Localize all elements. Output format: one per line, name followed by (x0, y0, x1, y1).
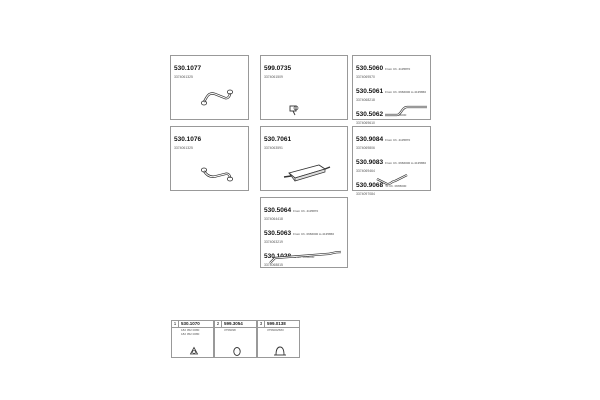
part-code: 3374068815 (264, 263, 283, 267)
part-panel-530-9084 (352, 126, 431, 196)
part-code: 3374064418 (264, 217, 283, 221)
part-code: 3374069610 (356, 121, 375, 125)
part-code: 3374069570 (356, 75, 375, 79)
chassis-note: From Ch. 0666000 to 4135866 (385, 161, 426, 165)
accessory-box-2 (214, 320, 257, 358)
part-number: 599.0735 (264, 65, 292, 72)
chassis-note: From Ch. 0666000 to 4135866 (385, 90, 426, 94)
part-panel-530-7061 (260, 126, 348, 191)
part-code: 182 052 0080 (181, 331, 200, 336)
part-code: 3374063591 (264, 146, 283, 150)
part-number: 530.7061 (264, 136, 292, 143)
part-number: 530.9083 (356, 159, 384, 166)
accessory-box-3 (257, 320, 300, 358)
chassis-note: From Ch. 4135870 (385, 67, 411, 71)
part-panel-530-5064 (260, 197, 348, 268)
chassis-note: From Ch. 4135870 (385, 138, 411, 142)
part-code: 3374063219 (264, 240, 283, 244)
part-number: 530.1028 (264, 253, 292, 260)
part-panel-530-1077 (170, 55, 249, 120)
part-code: 3756098 (224, 328, 236, 332)
part-code: 3374068218 (356, 98, 375, 102)
ring-clamp-icon (231, 345, 243, 357)
part-number: 530.5064 (264, 207, 292, 214)
part-panel-599-0735 (260, 55, 348, 120)
exhaust-pipe-drawing (201, 162, 233, 184)
part-number: 599.3054 (224, 321, 243, 326)
part-code: 182 052 0080 (181, 328, 200, 332)
hanger-icon (273, 345, 287, 357)
chassis-note: From Ch. 4135870 (293, 209, 319, 213)
part-number: 530.5061 (356, 88, 384, 95)
accessory-number: 2 (215, 321, 222, 327)
chassis-note: To Ch. 0665000 (385, 113, 407, 117)
exhaust-pipe-drawing (201, 86, 233, 108)
part-code: 3374069806 (356, 146, 375, 150)
front-pipe-drawing (267, 248, 345, 266)
chassis-note: From Ch. 0666000 to 4135866 (293, 232, 334, 236)
accessory-number: 3 (258, 321, 265, 327)
clamp-drawing (288, 104, 300, 116)
chassis-note: To Ch. 0666000 (293, 255, 315, 259)
part-code: 3374061325 (174, 75, 193, 79)
long-pipe-drawing (383, 102, 429, 118)
part-number: 530.5062 (356, 111, 384, 118)
part-panel-530-1076 (170, 126, 249, 191)
part-number: 530.1077 (174, 65, 202, 72)
part-number: 599.0138 (267, 321, 286, 326)
part-panel-530-5060 (352, 55, 431, 125)
part-code: 3374097084 (356, 192, 375, 196)
part-number: 530.5060 (356, 65, 384, 72)
part-number: 530.9084 (356, 136, 384, 143)
tail-pipe-drawing (373, 171, 413, 187)
part-code: 3374061509 (264, 75, 283, 79)
part-code: 3374069464 (356, 169, 375, 173)
chassis-note: To Ch. 0665000 (385, 184, 407, 188)
gasket-icon (189, 346, 199, 356)
part-number: 530.1076 (174, 136, 202, 143)
part-number: 530.1070 (181, 321, 200, 326)
part-number: 530.5063 (264, 230, 292, 237)
accessory-number: 1 (172, 321, 179, 327)
silencer-drawing (283, 159, 331, 185)
part-number: 530.9068 (356, 182, 384, 189)
part-code: 3756002583 (267, 328, 284, 332)
part-code: 3374061325 (174, 146, 193, 150)
accessory-box-1 (171, 320, 214, 358)
